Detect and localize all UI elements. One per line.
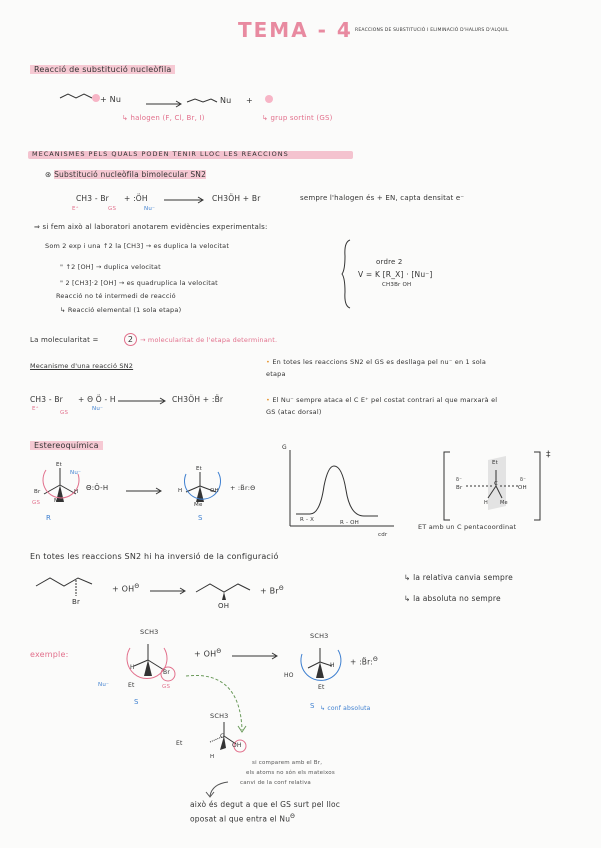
ts-c: C [494, 481, 499, 487]
rate-brace [342, 240, 352, 308]
example-right-config: S [310, 702, 315, 710]
compare-note-3: canvi de la conf relativa [240, 780, 311, 786]
leaving-group-note: ↳ grup sortint (GS) [262, 114, 333, 122]
example-left-br: Br [163, 669, 170, 676]
stereo-left-h: H [74, 489, 79, 495]
example-bottom-top: SCH3 [210, 712, 229, 720]
example-label: exemple: [30, 650, 69, 659]
inversion-oh-label: OH [218, 602, 230, 610]
final-note-1: això és degut a que el GS surt pel lloc [190, 800, 341, 809]
inversion-br-label: Br [72, 598, 81, 606]
rate-sub: CH3Br OH [382, 282, 412, 288]
exp-row-1: Som 2 exp i una ↑2 la [CH3] → es duplica la velocitat [45, 242, 230, 250]
sn2-product: CH3ÖH + Br [212, 194, 261, 203]
example-plus-oh-text: + OH [194, 649, 217, 659]
inversion-note-relative: ↳ la relativa canvia sempre [404, 573, 513, 582]
mechanism-plus-oh: + Θ Ö - H [78, 395, 116, 404]
mechanism-label-e: E⁺ [32, 406, 39, 412]
example-left-nu: Nu⁻ [98, 682, 110, 688]
sn2-reactant: CH3 - Br [76, 194, 109, 203]
inversion-reactant [36, 570, 106, 604]
example-right-top: SCH3 [310, 632, 329, 640]
intro-product-nu: Nu [220, 96, 232, 105]
example-left-config: S [134, 698, 139, 706]
compare-note-1: si comparem amb el Br, [252, 760, 323, 766]
ts-h: H [484, 500, 488, 506]
example-left-et: Et [128, 682, 135, 689]
example-right-et: Et [318, 684, 325, 691]
inversion-plus-br: + $Br^\Theta$ [260, 585, 284, 596]
stereo-left-gs: GS [32, 500, 41, 506]
mechanism-arrow [118, 397, 170, 405]
rate-law: V = K [R_X] · [Nu⁻] [358, 270, 433, 279]
ts-me: Me [500, 500, 508, 506]
intro-heading: Reacció de substitució nucleòfila [30, 65, 175, 74]
stereo-left-et: Et [56, 462, 63, 468]
graph-end-label: R - OH [340, 520, 359, 526]
ts-oh: OH [518, 485, 527, 491]
inversion-plus-oh-text: + OH [112, 584, 135, 594]
compare-arrow [202, 780, 232, 800]
sn2-heading: ⊛ Substitució nucleòfila bimolecular SN2 [45, 170, 207, 179]
example-right-ho: HO [284, 672, 294, 679]
page-title: TEMA - 4 [238, 18, 353, 42]
inversion-product [196, 574, 256, 604]
leaving-group-dot [262, 92, 276, 106]
example-left-h: H [130, 664, 135, 671]
molecularity-text: La molecularitat = [30, 336, 99, 344]
mechanism-reactant: CH3 - Br [30, 395, 63, 404]
intro-plus: + [246, 96, 253, 105]
ts-caption: ET amb un C pentacoordinat [418, 523, 517, 531]
sn2-label-e: E⁺ [72, 206, 79, 212]
example-right-h: H [330, 662, 335, 669]
sn2-label-nu: Nu⁻ [144, 206, 156, 212]
example-right-note: ↳ conf absoluta [320, 705, 371, 712]
stereo-left-config: R [46, 514, 52, 522]
example-left-top: SCH3 [140, 628, 159, 636]
mechanism-bullet-2: • El Nu⁻ sempre ataca el C E⁺ pel costat contrari al que marxarà el GS (atac dorsal) [266, 396, 498, 416]
example-bottom-c: C [220, 733, 225, 740]
stereo-right-ion: + :B̈r:Θ [230, 484, 256, 492]
stereo-heading: Estereoquímica [30, 441, 103, 450]
example-right-ion-text: + :B̈r: [350, 657, 374, 667]
stereo-left-br: Br [34, 489, 41, 495]
example-left-gs: GS [162, 684, 171, 690]
stereo-left-me: Me [54, 498, 63, 504]
example-bottom-molecule [190, 720, 260, 764]
stereo-left-nu: Nu⁻ [70, 470, 82, 476]
mechanism-bullet-1: • En totes les reaccions SN2 el GS es desllaga pel nu⁻ en 1 sola etapa [266, 358, 487, 378]
halogen-note: ↳ halogen (F, Cl, Br, I) [122, 114, 205, 122]
rate-order: ordre 2 [376, 258, 403, 266]
example-bottom-h: H [210, 754, 215, 760]
inversion-plus-br-text: + Br [260, 586, 279, 596]
final-note-2: oposat al que entra el $Nu^\Theta$ [190, 813, 296, 824]
graph-start-label: R - X [300, 517, 315, 523]
example-arrow [232, 652, 282, 660]
exp-note: ⇒ si fem això al laboratori anotarem evidències experimentals: [34, 223, 268, 231]
mechanism-product: CH3ÖH + :B̈r [172, 395, 224, 404]
exp-row-2: " ↑2 [OH] → duplica velocitat [60, 263, 161, 271]
example-right-ion: + :B̈r:$^\Theta$ [350, 656, 378, 667]
example-left-molecule [100, 636, 190, 696]
example-plus-oh: + $OH^\Theta$ [194, 648, 222, 659]
sn2-label-gs: GS [108, 206, 117, 212]
inversion-arrow [150, 587, 190, 595]
intro-arrow [146, 100, 186, 108]
sn2-side-note: sempre l'halogen és + EN, capta densitat e⁻ [300, 194, 465, 202]
stereo-nu: Θ:Ö-H [86, 484, 109, 492]
stereo-right-h: H [178, 488, 183, 494]
stereo-right-config: S [198, 514, 203, 522]
graph-y-label: G [282, 444, 287, 451]
molecularity-number: 2 [124, 333, 137, 346]
intro-plus-nu: + Nu [100, 95, 122, 104]
ts-delta-right: δ⁻ [520, 477, 527, 483]
ts-et: Et [492, 460, 499, 466]
sn2-heading-text: Substitució nucleòfila bimolecular SN2 [54, 170, 207, 179]
stereo-right-et: Et [196, 466, 203, 472]
mechanism-label-nu: Nu⁻ [92, 406, 104, 412]
inversion-sentence: En totes les reaccions SN2 hi ha inversió de la configuració [30, 552, 279, 561]
example-bottom-et: Et [176, 740, 183, 747]
final-note-2-text: oposat al que entra el Nu [190, 814, 291, 824]
ts-delta-left: δ⁻ [456, 477, 463, 483]
stereo-arrow [126, 487, 166, 495]
ts-double-dagger: ‡ [546, 450, 551, 460]
energy-profile-graph [286, 450, 396, 540]
example-bottom-oh: OH [232, 742, 242, 749]
graph-x-label: cdr [378, 532, 388, 538]
sn2-plus-oh: + :ÖH [124, 194, 148, 203]
exp-row-5: ↳ Reacció elemental (1 sola etapa) [60, 306, 182, 314]
mechanism-bullet-1-text: En totes les reaccions SN2 el GS es desllaga pel nu⁻ en 1 sola etapa [266, 358, 487, 378]
stereo-right-me: Me [194, 502, 203, 508]
inversion-note-absolute: ↳ la absoluta no sempre [404, 594, 501, 603]
mechanism-bullet-2-text: El Nu⁻ sempre ataca el C E⁺ pel costat contrari al que marxarà el GS (atac dorsal) [266, 396, 498, 416]
exp-note-text: si fem això al laboratori anotarem evidències experimentals: [42, 223, 268, 231]
stereo-right-oh: OH [210, 488, 219, 494]
page-subtitle: REACCIONS DE SUBSTITUCIÓ I ELIMINACIÓ D'HALURS D'ALQUIL [355, 28, 509, 33]
exp-row-3: " 2 [CH3]·2 [OH] → es quadruplica la velocitat [60, 279, 218, 287]
sn2-arrow [164, 196, 208, 204]
mechanisms-banner: MECANISMES PELS QUALS PODEN TENIR LLOC LES REACCIONS [32, 150, 289, 158]
compare-note-2: els atoms no són els mateixos [246, 770, 335, 776]
ts-br: Br [456, 485, 463, 491]
mechanism-label-gs: GS [60, 410, 69, 416]
inversion-plus-oh: + $OH^\Theta$ [112, 583, 140, 594]
exp-row-4: Reacció no té intermedi de reacció [56, 292, 176, 300]
mechanism-heading: Mecanisme d'una reacció SN2 [30, 362, 134, 370]
molecularity-tail: → molecularitat de l'etapa determinant. [140, 336, 278, 344]
